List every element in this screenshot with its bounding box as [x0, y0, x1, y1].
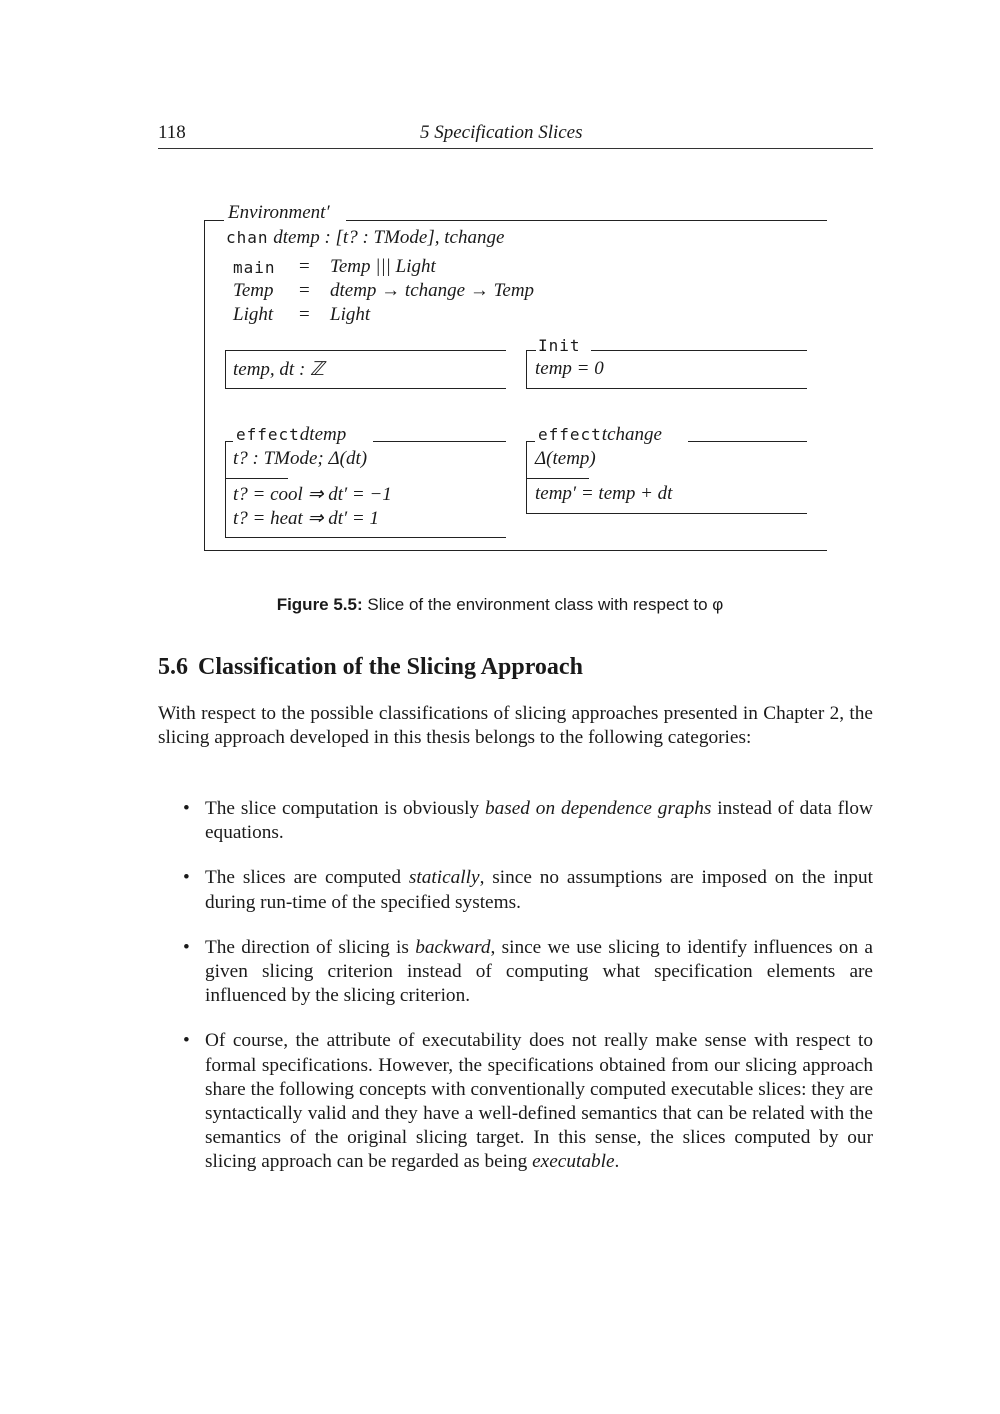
list-item-emphasis: based on dependence graphs	[484, 798, 712, 819]
init-predicate: temp = 0	[535, 358, 604, 379]
classification-list	[183, 797, 873, 1196]
effect-tchange-declaration: Δ(temp)	[535, 448, 596, 469]
figure-caption-label: Figure 5.5:	[276, 595, 363, 614]
chan-keyword: chan	[226, 228, 269, 247]
effect-tchange-predicate: temp′ = temp + dt	[535, 483, 673, 504]
effect-dtemp-divider	[225, 478, 288, 479]
figure-environment-class	[0, 0, 1000, 560]
init-schema-name: Init	[538, 336, 581, 355]
section-title: Classification of the Slicing Approach	[198, 654, 583, 680]
bullet-marker: •	[183, 1030, 190, 1052]
effect-tchange-bottom-rule	[526, 513, 807, 514]
list-item	[183, 1029, 873, 1174]
section-number: 5.6	[158, 654, 188, 680]
bullet-marker: •	[183, 798, 190, 819]
chan-line	[226, 227, 504, 249]
effect-keyword: effect	[236, 425, 300, 444]
list-item-text: The slice computation is obviously	[205, 798, 485, 819]
process-lhs: Temp	[233, 280, 274, 301]
init-bottom-rule	[526, 388, 807, 389]
class-top-rule-right	[346, 220, 827, 221]
effect-dtemp-declaration: t? : TMode; Δ(dt)	[233, 448, 368, 469]
list-item	[183, 797, 873, 845]
effect-dtemp-name	[236, 424, 346, 446]
state-schema-declaration: temp, dt : ℤ	[233, 359, 325, 380]
bullet-marker: •	[183, 867, 190, 889]
class-bottom-rule	[204, 550, 827, 551]
running-head: 5 Specification Slices	[420, 122, 583, 143]
class-left-rule	[204, 220, 205, 550]
figure-caption	[0, 595, 1000, 615]
list-item-text: , since we use slicing to identify influences on a given slicing criterion instead of computing what specification elements are influenced by the slicing criterion.	[205, 936, 873, 1007]
effect-dtemp-bottom-rule	[225, 537, 506, 538]
state-schema-top-rule	[225, 350, 506, 351]
effect-tchange-divider	[526, 478, 589, 479]
section-heading	[158, 654, 583, 681]
effect-dtemp-predicate: t? = cool ⇒ dt′ = −1	[233, 484, 392, 505]
effect-keyword: effect	[538, 425, 602, 444]
init-top-rule-left	[526, 350, 536, 351]
class-top-rule-left	[204, 220, 224, 221]
process-eq: =	[299, 256, 310, 277]
init-top-rule-right	[591, 350, 807, 351]
process-eq: =	[299, 304, 310, 325]
effect-name-suffix: dtemp	[299, 424, 347, 445]
effect-dtemp-top-rule-right	[373, 441, 506, 442]
list-item-emphasis: backward	[415, 936, 491, 958]
state-schema-bottom-rule	[225, 388, 506, 389]
list-item-text: , since no assumptions are imposed on the input during run-time of the specified systems.	[205, 867, 873, 913]
effect-tchange-left-rule	[526, 441, 527, 513]
list-item-text: The slices are computed	[205, 867, 409, 889]
list-item-text: The direction of slicing is	[205, 936, 416, 958]
effect-tchange-name	[538, 424, 662, 446]
list-item-emphasis: executable	[532, 1151, 615, 1173]
process-rhs: Light	[330, 304, 371, 325]
process-rhs: dtemp → tchange → Temp	[330, 280, 535, 301]
page-number: 118	[158, 122, 186, 143]
init-left-rule	[526, 350, 527, 388]
state-schema-left-rule	[225, 350, 226, 388]
list-item-emphasis: statically	[408, 867, 480, 889]
process-lhs: Light	[233, 304, 274, 325]
process-eq: =	[299, 280, 310, 301]
process-lhs: main	[233, 258, 276, 277]
chan-declaration: dtemp : [t? : TMode], tchange	[273, 227, 505, 248]
effect-dtemp-top-rule-left	[225, 441, 233, 442]
list-item-text: .	[614, 1151, 620, 1173]
effect-tchange-top-rule-right	[688, 441, 807, 442]
list-item-text: Of course, the attribute of executability does not really make sense with respect to formal specifications. However, the specifications obtained from our slicing approach share the following concepts with conventionally computed executable slices: they are syntactically valid and they have a well-defined semantics that can be related with the semantics of the original slicing target. In this sense, the slices computed by our slicing approach can be regarded as being	[205, 1030, 873, 1173]
figure-caption-text: Slice of the environment class with respect to φ	[367, 595, 724, 614]
effect-dtemp-left-rule	[225, 441, 226, 537]
list-item-text: instead of data flow equations.	[205, 798, 873, 844]
process-rhs: Temp ||| Light	[330, 256, 436, 277]
effect-tchange-top-rule-left	[526, 441, 535, 442]
list-item	[183, 866, 873, 914]
bullet-marker: •	[183, 936, 190, 958]
effect-name-suffix: tchange	[601, 424, 662, 445]
intro-paragraph: With respect to the possible classifications of slicing approaches presented in Chapter 2, the slicing approach developed in this thesis belongs to the following categories:	[158, 703, 873, 749]
class-name: Environment′	[228, 202, 330, 223]
list-item	[183, 936, 873, 1009]
effect-dtemp-predicate: t? = heat ⇒ dt′ = 1	[233, 508, 379, 529]
